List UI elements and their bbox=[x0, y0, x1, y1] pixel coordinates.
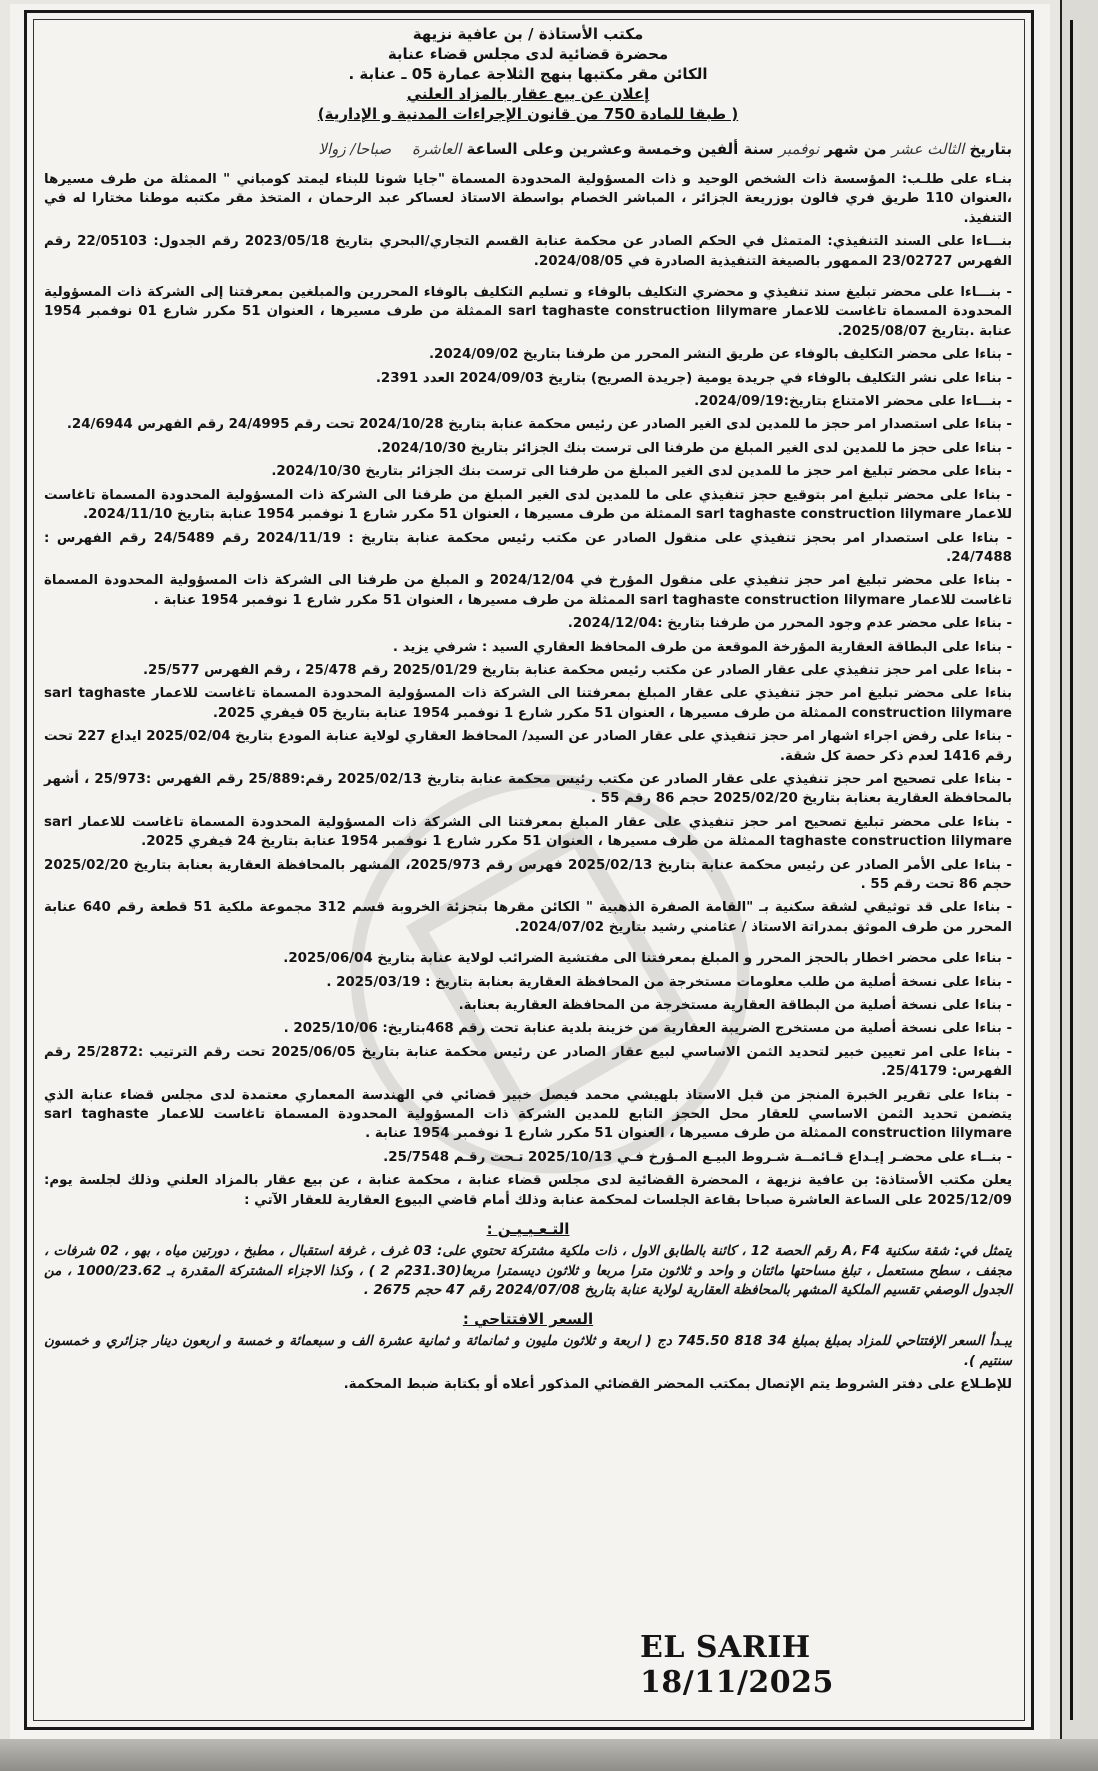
newspaper-page bbox=[10, 4, 1050, 1739]
section-title-description: التـعـيـيـن : bbox=[486, 1220, 570, 1239]
paragraph-item: - بناءا على نسخة أصلية من مستخرج الضريبة العقارية من خزينة بلدية عنابة تحت رقم 468بتاريخ: 2025/10/06 . bbox=[283, 1021, 1012, 1037]
paragraph-item: - بناءا على محضر التكليف بالوفاء عن طريق النشر المحرر من طرفنا بتاريخ 2024/09/02. bbox=[428, 347, 1012, 363]
paragraph-item: - بناءا على امر تعيين خبير لتحديد الثمن الاساسي لبيع عقار الصادر عن رئيس محكمة عنابة بتاريخ 2025/06/05 تحت رقم الترتيب :25/2872 رقم الفهرس: 25/4179. bbox=[44, 1044, 1012, 1080]
header-address: الكائن مقر مكتبها بنهج الثلاجة عمارة 05 ـ عنابة . bbox=[348, 65, 708, 83]
paragraph-item: - بنــاء على محضـر إيـداع قـائمــة شـروط البيـع المـؤرخ فـي 2025/10/13 تـحت رقـم 25/7548. bbox=[383, 1149, 1012, 1165]
paragraph-item: - بناءا على نسخة أصلية من طلب معلومات مستخرجة من المحافظة العقارية بعنابة بتاريخ : 2025/03/19 . bbox=[326, 974, 1012, 990]
paragraph-item: - بناءا على تقرير الخبرة المنجز من قبل الاستاذ بلهيشي محمد فيصل خبير قضائي في الهندسة المعماري معتمدة لدى مجلس قضاء عنابة الذي يتضمن تحديد الثمن الاساسي للعقار محل الحجز التابع للمدين الشركة ذات المسؤولية المحدودة المسماة تاغاست للاعمار sarl taghaste construction lilymare الممثلة من طرف مسيرها ، العنوان 51 مكرر شارع 1 نوفمبر 1954 عنابة . bbox=[44, 1087, 1012, 1142]
adjacent-page-edge bbox=[1060, 0, 1098, 1771]
adjacent-page-border bbox=[1070, 20, 1091, 1720]
paragraph-item: بناءا على محضر تبليغ امر حجز تنفيذي على عقار المبلغ بمعرفتنا الى الشركة ذات المسؤولية المحدودة المسماة تاغاست للاعمار sarl taghaste construction lilymare الممثلة من طرف مسيرها ، العنوان 51 مكرر شارع 1 نوفمبر 1954 عنابة بتاريخ 05 فيفري 2025. bbox=[44, 686, 1012, 721]
notice-content bbox=[44, 24, 1012, 1399]
dateline-month-handwritten: نوفمبر bbox=[778, 140, 820, 158]
paragraph-item: - بناءا على نسخة أصلية من البطاقة العقارية مستخرجة من المحافظة العقارية بعنابة. bbox=[458, 998, 1012, 1014]
dateline-period-handwritten: صباحا/ زوالا bbox=[318, 140, 392, 158]
paragraph-item: - بناءا على نشر التكليف بالوفاء في جريدة يومية (جريدة الصريح) بتاريخ 2024/09/03 العدد 2391. bbox=[375, 370, 1012, 386]
newspaper-signature: EL SARIH 18/11/2025 bbox=[640, 1630, 834, 1700]
paragraph-item: - بناءا على محضر تبليغ امر حجز ما للمدين لدى الغير المبلغ من طرفنا الى ترست بنك الجزائر بتاريخ 2024/10/30. bbox=[271, 464, 1012, 480]
dateline-day-handwritten: الثالث عشر bbox=[891, 140, 965, 158]
paragraph-item: - بناءا على محضر تبليغ تصحيح امر حجز تنفيذي على عقار المبلغ بمعرفتنا الى الشركة ذات المسؤولية المحدودة المسماة تاغاست للاعمار sarl taghaste construction lilymare الممثلة من طرف مسيرها ، العنوان 51 مكرر شارع 1 نوفمبر 1954 عنابة بتاريخ 24 فيفري 2025. bbox=[44, 814, 1012, 850]
bottom-shadow-edge bbox=[0, 1739, 1098, 1771]
paragraph-item: - بناءا على قد توثيقي لشقة سكنية بـ "القامة الصفرة الذهبية " الكائن مقرها بتجزئة الخروبة قسم 312 مجموعة ملكية 51 قطعة رقم 640 عنابة المحرر من طرف الموثق بمدراتة الاستاذ / عثامني رشيد بتاريخ 2024/07/02. bbox=[44, 900, 1012, 935]
notice-subtitle: ( طبقا للمادة 750 من قانون الإجراءات المدنية و الإدارية) bbox=[317, 105, 739, 123]
paragraph-item: - بناءا على محضر تبليغ امر حجز تنفيذي على منقول المؤرخ في 2024/12/04 و المبلغ من طرفنا الى الشركة ذات المسؤولية المحدودة المسماة تاغاست للاعمار sarl taghaste construction lilymare الممثلة من طرف مسيرها ، العنوان 51 مكرر شارع 1 نوفمبر 1954 عنابة . bbox=[44, 573, 1012, 608]
dateline-start: بتاريخ bbox=[969, 140, 1012, 158]
paragraph-item: - بناءا على رفض اجراء اشهار امر حجز تنفيذي على عقار الصادر عن السيد/ المحافظ العقاري لولاية عنابة المودع بتاريخ 2025/02/04 ايداع 227 تحت رقم 1416 لعدم ذكر حصة كل شقة. bbox=[44, 729, 1012, 764]
paragraph-item: - بنـــاءا على محضر الامتناع بتاريخ:2024/09/19. bbox=[694, 394, 1012, 410]
opening-price: يبـدأ السعر الإفتتاحي للمزاد بمبلغ بمبلغ 34 818 745.50 دج ( اربعة و ثلاثون مليون و ثمانمائة و ثمانية عشرة الف و سبعمائة و خمسة و اربعون دينار جزائري و خمسون سنتيم ). bbox=[44, 1334, 1012, 1369]
notice-header bbox=[44, 24, 1012, 124]
dateline-hour-handwritten: العاشرة bbox=[412, 140, 462, 158]
paragraph-item: - بناءا على استصدار امر بحجز تنفيذي على منقول الصادر عن مكتب رئيس محكمة عنابة بتاريخ : 2024/11/19 رقم 24/5489 رقم الفهرس : 24/7488. bbox=[44, 530, 1012, 565]
dateline-mid: من شهر bbox=[824, 140, 887, 158]
paragraph-applicant: بنـاء على طلـب: المؤسسة ذات الشخص الوحيد و ذات المسؤولية المحدودة المسماة "جايا شونا للبناء ليمتد كومباني " الممثلة من طرف مسيرها ،العنوان 110 طريق فري فالون بوزريعة الجزائر ، المباشر الخصام بواسطة الاستاذ لعساكر عبد الرحمان ، المتخذ مقر مكتبه موطنا مختارا له في التنفيذ. bbox=[44, 172, 1012, 226]
paragraph-item: - بنـــاءا على محضر تبليغ سند تنفيذي و محضري التكليف بالوفاء و تسليم التكليف بالوفاء المحررين والمبلغين بمعرفتنا إلى الشركة ذات المسؤولية المحدودة المسماة تاغاست للاعمار sarl taghaste construction lilymare الممثلة من طرف مسيرها ، العنوان 51 مكرر شارع 01 نوفمبر 1954 عنابة .بتاريخ 2025/08/07. bbox=[44, 285, 1012, 339]
dateline-end: سنة ألفين وخمسة وعشرين وعلى الساعة bbox=[466, 140, 774, 158]
paragraph-item: - بناءا على البطاقة العقارية المؤرخة الموقعة من طرف المحافظ العقاري السيد : شرفي يزيد . bbox=[392, 639, 1012, 655]
footer-note: للإطـلاع على دفتر الشروط يتم الإتصال بمكتب المحضر القضائي المذكور أعلاه أو بكتابة ضبط المحكمة. bbox=[343, 1377, 1012, 1393]
header-role: محضرة قضائية لدى مجلس قضاء عنابة bbox=[387, 45, 669, 63]
section-title-price: السعر الافتتاحي : bbox=[462, 1310, 594, 1329]
paragraph-item: - بناءا على الأمر الصادر عن رئيس محكمة عنابة بتاريخ 2025/02/13 فهرس رقم 2025/973، المشهر بالمحافظة العقارية بعنابة بتاريخ 2025/02/20 حجم 86 تحت رقم 55 . bbox=[44, 857, 1012, 892]
header-office: مكتب الأستاذة / بن عافية نزيهة bbox=[412, 25, 644, 43]
paragraph-item: - بناءا على امر حجز تنفيذي على عقار الصادر عن مكتب رئيس محكمة عنابة بتاريخ 2025/01/29 رقم 25/478 ، رقم الفهرس 25/577. bbox=[142, 662, 1012, 678]
paragraph-title-deed: بنـــاءا على السند التنفيذي: المتمثل في الحكم الصادر عن محكمة عنابة القسم التجاري/البحري بتاريخ 2023/05/18 رقم الجدول: 22/05103 رقم الفهرس 23/02727 الممهور بالصيغة التنفيذية الصادرة في 2024/08/05. bbox=[44, 234, 1013, 269]
notice-body bbox=[44, 170, 1012, 1210]
paragraph-item: - بناءا على محضر تبليغ امر بتوقيع حجز تنفيذي على ما للمدين لدى الغير المبلغ من طرفنا الى الشركة ذات المسؤولية المحدودة المسماة تاغاست للاعمار sarl taghaste construction lilymare الممثلة من طرف مسيرها ، العنوان 51 مكرر شارع 1 نوفمبر 1954 عنابة بتاريخ 2024/11/10. bbox=[44, 487, 1012, 523]
paragraph-item: - بناءا على محضر عدم وجود المحرر من طرفنا بتاريخ :2024/12/04. bbox=[567, 616, 1012, 632]
property-description: يتمثل في: شقة سكنية A، F4 رقم الحصة 12 ، كائنة بالطابق الاول ، ذات ملكية مشتركة تحتوي على: 03 غرف ، غرفة استقبال ، مطبخ ، دورتين مياه ، بهو ، 02 شرفات ، مجفف ، سطح مستعمل ، تبلغ مساحتها مائتان و واحد و ثلاثون مترا مربعا و ثلاثون ديسمترا مربعا(231.30م 2 ) ، وكذا الاجزاء المشتركة المقدرة بـ 1000/23.62 ، من الجدول الوصفي تقسيم الملكية المشهر بالمحافظة العقارية لولاية عنابة بتاريخ 2024/07/08 رقم 47 حجم 2675 . bbox=[44, 1244, 1013, 1298]
paragraph-item: - بناءا على محضر اخطار بالحجز المحرر و المبلغ بمعرفتنا الى مفتشية الضرائب لولاية عنابة بتاريخ 2025/06/04. bbox=[283, 951, 1012, 967]
notice-dateline bbox=[44, 138, 1012, 160]
paragraph-item: - بناءا على حجز ما للمدين لدى الغير المبلغ من طرفنا الى ترست بنك الجزائر بتاريخ 2024/10/30. bbox=[376, 440, 1012, 456]
paragraph-sale-announcement: يعلن مكتب الأستاذة: بن عافية نزيهة ، المحضرة القضائية لدى مجلس قضاء عنابة ، محكمة عنابة ، عن بيع عقار بالمزاد العلني وذلك لجلسة يوم: 2025/12/09 على الساعة العاشرة صباحا بقاعة الجلسات لمحكمة عنابة وذلك أمام قاضي البيوع العقارية للعقار الآتي : bbox=[44, 1173, 1012, 1208]
paragraph-item: - بناءا على استصدار امر حجز ما للمدين لدى الغير الصادر عن رئيس محكمة عنابة بتاريخ 2024/10/28 تحت رقم 24/4995 رقم الفهرس 24/6944. bbox=[66, 417, 1012, 433]
paragraph-item: - بناءا على تصحيح امر حجز تنفيذي على عقار الصادر عن مكتب رئيس محكمة عنابة بتاريخ 2025/02/13 رقم:25/889 رقم الفهرس :25/973 ، أشهر بالمحافظة العقارية بعنابة بتاريخ 2025/02/20 حجم 86 رقم 55 . bbox=[44, 771, 1012, 807]
notice-title: إعلان عن بيع عقار بالمزاد العلني bbox=[406, 85, 650, 103]
